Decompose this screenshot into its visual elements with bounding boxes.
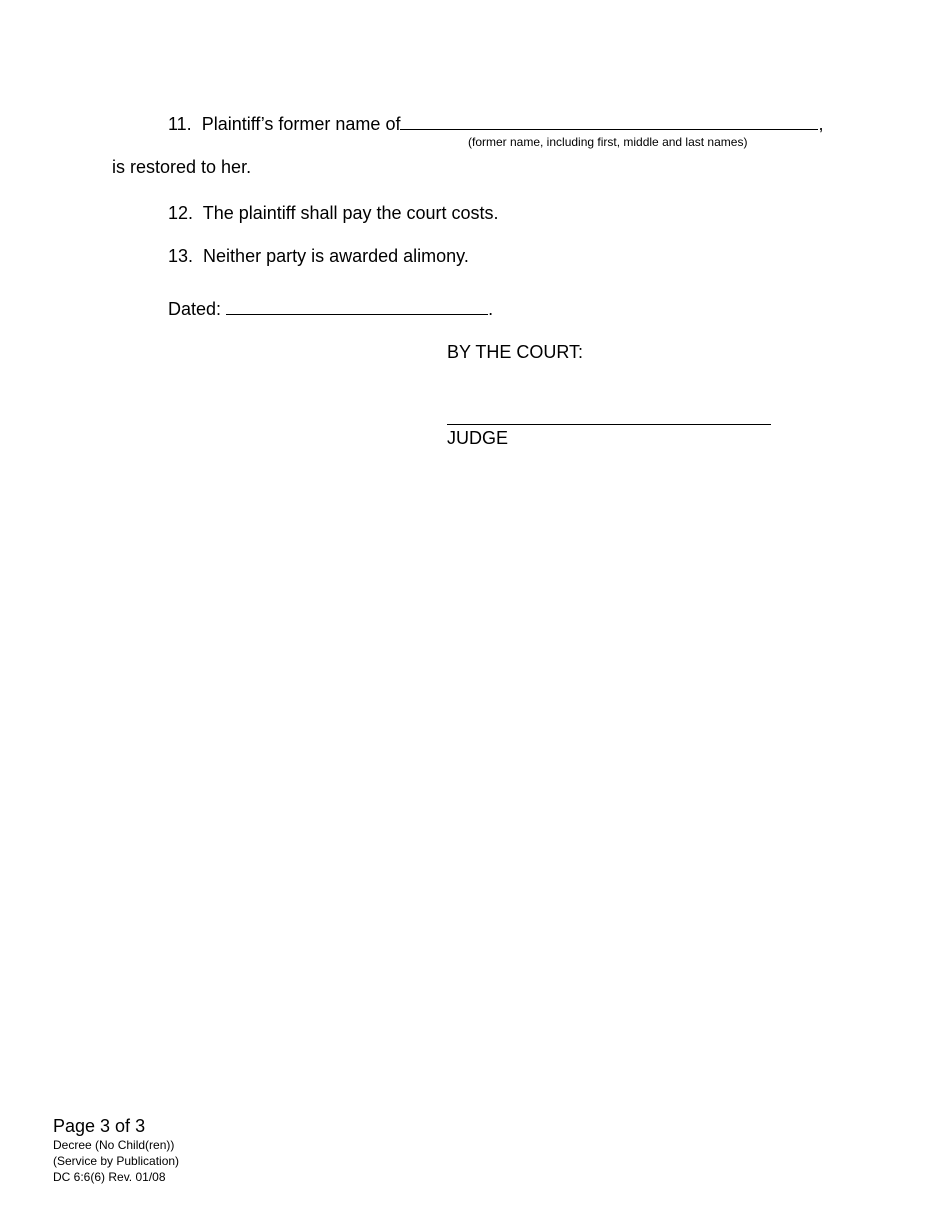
item-12-text: The plaintiff shall pay the court costs. <box>202 203 499 223</box>
dated-period: . <box>488 299 494 319</box>
former-name-blank[interactable] <box>400 113 818 130</box>
item-11-continuation: is restored to her. <box>112 157 252 177</box>
item-12 <box>168 202 499 224</box>
item-13-number: 13. <box>168 246 194 266</box>
form-name: Decree (No Child(ren)) <box>53 1138 175 1152</box>
item-11-number: 11. <box>168 114 192 134</box>
dated-label: Dated: <box>168 299 222 319</box>
item-11 <box>168 113 823 135</box>
judge-title: JUDGE <box>447 428 509 448</box>
dated-line <box>168 298 493 320</box>
item-11-comma: , <box>818 114 824 134</box>
judge-signature-line[interactable] <box>447 424 771 425</box>
item-13-text: Neither party is awarded alimony. <box>203 246 469 266</box>
item-12-number: 12. <box>168 203 194 223</box>
form-code: DC 6:6(6) Rev. 01/08 <box>53 1170 166 1184</box>
page-number: Page 3 of 3 <box>53 1116 146 1136</box>
date-blank[interactable] <box>226 298 488 315</box>
by-the-court-heading: BY THE COURT: <box>447 342 584 362</box>
former-name-caption: (former name, including first, middle and last names) <box>468 135 748 149</box>
service-type: (Service by Publication) <box>53 1154 180 1168</box>
item-11-text: Plaintiff’s former name of <box>201 114 401 134</box>
item-13 <box>168 245 469 267</box>
